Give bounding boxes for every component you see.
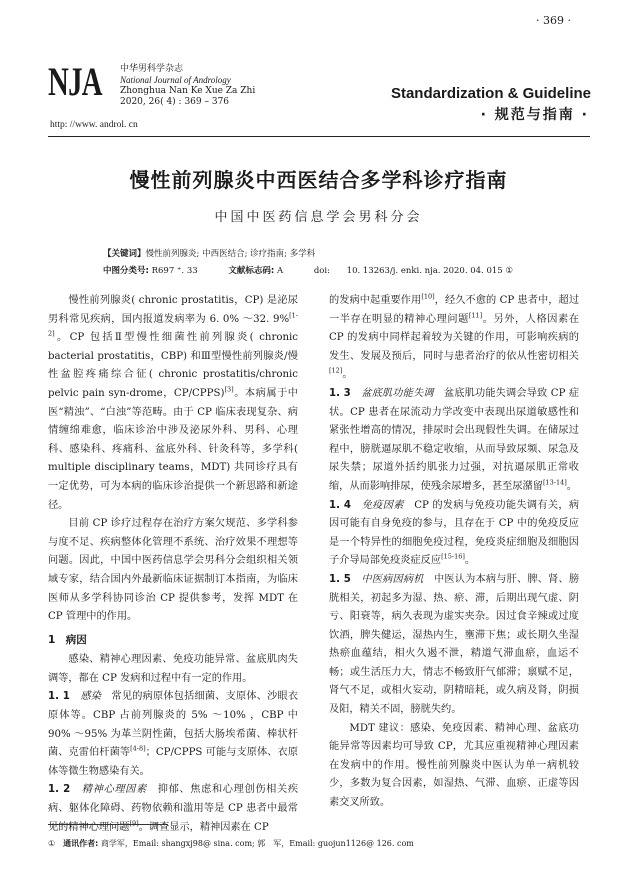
journal-name-pinyin: Zhonghua Nan Ke Xue Za Zhi (120, 86, 256, 96)
subsection-1-2: 1. 2 精神心理因素 抑郁、焦虑和心理创伤相关疾病、躯体化障碍、药物依赖和滥用等是 CP 患者中最常见的精神心理问题[9]。调查显示，精神因素在 CP (48, 784, 299, 833)
citation: [11] (468, 311, 483, 320)
citation: [13-14] (542, 478, 567, 487)
keywords-label: 【关键词】 (103, 249, 146, 259)
article-meta (103, 264, 541, 276)
citation: [15-16] (441, 552, 465, 561)
paragraph: 感染、精神心理因素、免疫功能异常、盆底肌肉失调等，都在 CP 发病和过程中有一定的作用。 (48, 654, 298, 684)
page-number: · 369 · (536, 14, 571, 27)
article-title: 慢性前列腺炎中西医结合多学科诊疗指南 (129, 168, 508, 192)
doi-value: 10. 13263/j. enki. nja. 2020. 04. 015 ① (346, 266, 513, 276)
keywords-value: 慢性前列腺炎; 中西医结合; 诊疗指南; 多学科 (145, 249, 316, 259)
subsection-1-4: 1. 4 免疫因素 CP 的发病与免疫功能失调有关，病因可能有自身免疫的参与，且存在于 CP 中的免疫反应是一个特异性的细胞免疫过程，免疫炎症细胞及细胞因子介导局部免疫炎症反应[15-16]。 (329, 499, 580, 567)
citation: [10] (421, 292, 435, 301)
journal-issue: 2020, 26( 4) : 369 – 376 (120, 97, 230, 107)
right-column (329, 292, 579, 813)
paragraph: 的发病中起重要作用[10]，经久不愈的 CP 患者中，超过一半存在明显的精神心理问题[11]。另外，人格因素在 CP 的发病中同样起着较为关键的作用，可影响疾病的发生、发展及预后，同时与患者治疗的依从性密切相关[12]。 (329, 292, 580, 381)
paragraph: 目前 CP 诊疗过程存在治疗方案欠规范、多学科参与度不足、疾病整体化管理不系统、治疗效果不理想等问题。因此，中国中医药信息学会男科分会组织相关领域专家，结合国内外最新临床证据制订本指南，为临床医师从多学科协同诊治 CP 提供参考，发挥 MDT 在 CP 管理中的作用。 (48, 518, 298, 623)
section-title-cn: · 规范与指南 · (480, 107, 589, 123)
subsection-1-1: 1. 1 感染 常见的病原体包括细菌、支原体、沙眼衣原体等。CBP 占前列腺炎的 5% ～10% ，CBP 中 90% ～95% 为革兰阴性菌，包括大肠埃希菌、棒状杆菌、克雷伯杆菌等[4-8]；CP/CPPS 可能与支原体、衣原体等微生物感染有关。 (48, 691, 299, 777)
citation: [9] (129, 819, 139, 828)
journal-info (120, 64, 255, 108)
journal-logo: NJA (48, 59, 102, 104)
footnote-label: 通讯作者: (63, 839, 99, 848)
doi-label: doi: (313, 266, 330, 276)
mdt-recommendation: MDT 建议：感染、免疫因素、精神心理、盆底功能异常等因素均可导致 CP，尤其应重视精神心理因素在发病中的作用。慢性前列腺炎中医认为单一病机较少，多数为复合因素，如湿热、气滞、血瘀、正虚等因素交叉所致。 (329, 722, 579, 809)
article-author: 中国中医药信息学会男科分会 (214, 210, 423, 225)
subsection-1-5: 1. 5 中医病因病机 中医认为本病与肝、脾、肾、膀胱相关，初起多为湿、热、瘀、滞，后期出现气虚、阴亏、阳衰等，病久表现为虚实夹杂。因过食辛辣或过度饮酒，脾失健运，湿热内生，壅滞下焦；或长期久坐湿热瘀血蕴结，相火久遏不泄，精道气滞血瘀，血运不畅；或生活压力大，情志不畅致肝气郁滞；禀赋不足，肾气不足，或相火妄动，阴精暗耗，或久病及肾，阴损及阳，精关不固，膀胱失约。 (329, 573, 580, 716)
section-title-en: Standardization & Guideline (390, 85, 591, 102)
clc-value: R697 ⁺. 33 (151, 266, 198, 276)
header-divider (48, 136, 590, 137)
citation: [12] (329, 366, 343, 375)
doc-code-value: A (276, 266, 284, 276)
clc-label: 中图分类号: (103, 266, 149, 276)
doc-code-label: 文献标志码: (228, 266, 275, 276)
citation: [4-8] (130, 744, 146, 753)
left-column (48, 292, 298, 837)
keywords (103, 247, 315, 259)
footnote-text: 商学军，Email: shangxj98@ sina. com; 郭 军，Email: guojun1126@ 126. com (100, 839, 414, 848)
citation: [3] (224, 385, 234, 394)
paragraph: 慢性前列腺炎( chronic prostatitis，CP) 是泌尿男科常见疾病，国内报道发病率为 6. 0% ～32. 9%[1-2]。CP 包括Ⅱ型慢性细菌性前列腺炎( chronic bacterial prostatitis，CBP) 和Ⅲ型慢性前列腺炎/慢性盆腔疼痛综合征( chronic prostatitis/chronic pelvic pain syn-drome，CP/CPPS)[3]。本病属于中医“精浊”、“白浊”等范畴。由于 CP 临床表现复杂、病情缠绵难愈，临床诊治中涉及泌尿外科、男科、心理科、感染科、疼痛科、盆底外科、针灸科等，多学科( multiple disciplinary teams，MDT) 共同诊疗具有一定优势，可为本病的临床诊治提供一个新思路和新途径。 (48, 295, 298, 511)
journal-url: http: //www. androl. cn (50, 120, 138, 130)
section-heading: 1 病因 (48, 633, 87, 646)
subsection-1-3: 1. 3 盆底肌功能失调 盆底肌功能失调会导致 CP 症状。CP 患者在尿流动力学改变中表现出尿道敏感性和紧张性增高的情况，排尿时会出现假性失调。在储尿过程中，膀胱逼尿肌不稳定收缩，从而导致尿频、尿急及尿失禁；尿道外括约肌张力过强，对抗逼尿肌正常收缩，从而影响排尿，使残余尿增多，甚至尿潴留[13-14]。 (329, 387, 580, 492)
citation: [1-2] (48, 311, 298, 338)
journal-name-cn: 中华男科学杂志 (120, 64, 184, 74)
footnote: ① 通讯作者: 商学军，Email: shangxj98@ sina. com; 郭 军，Email: guojun1126@ 126. com (48, 839, 414, 848)
journal-name-en: National Journal of Andrology (120, 75, 231, 85)
footnote-divider (48, 824, 168, 825)
